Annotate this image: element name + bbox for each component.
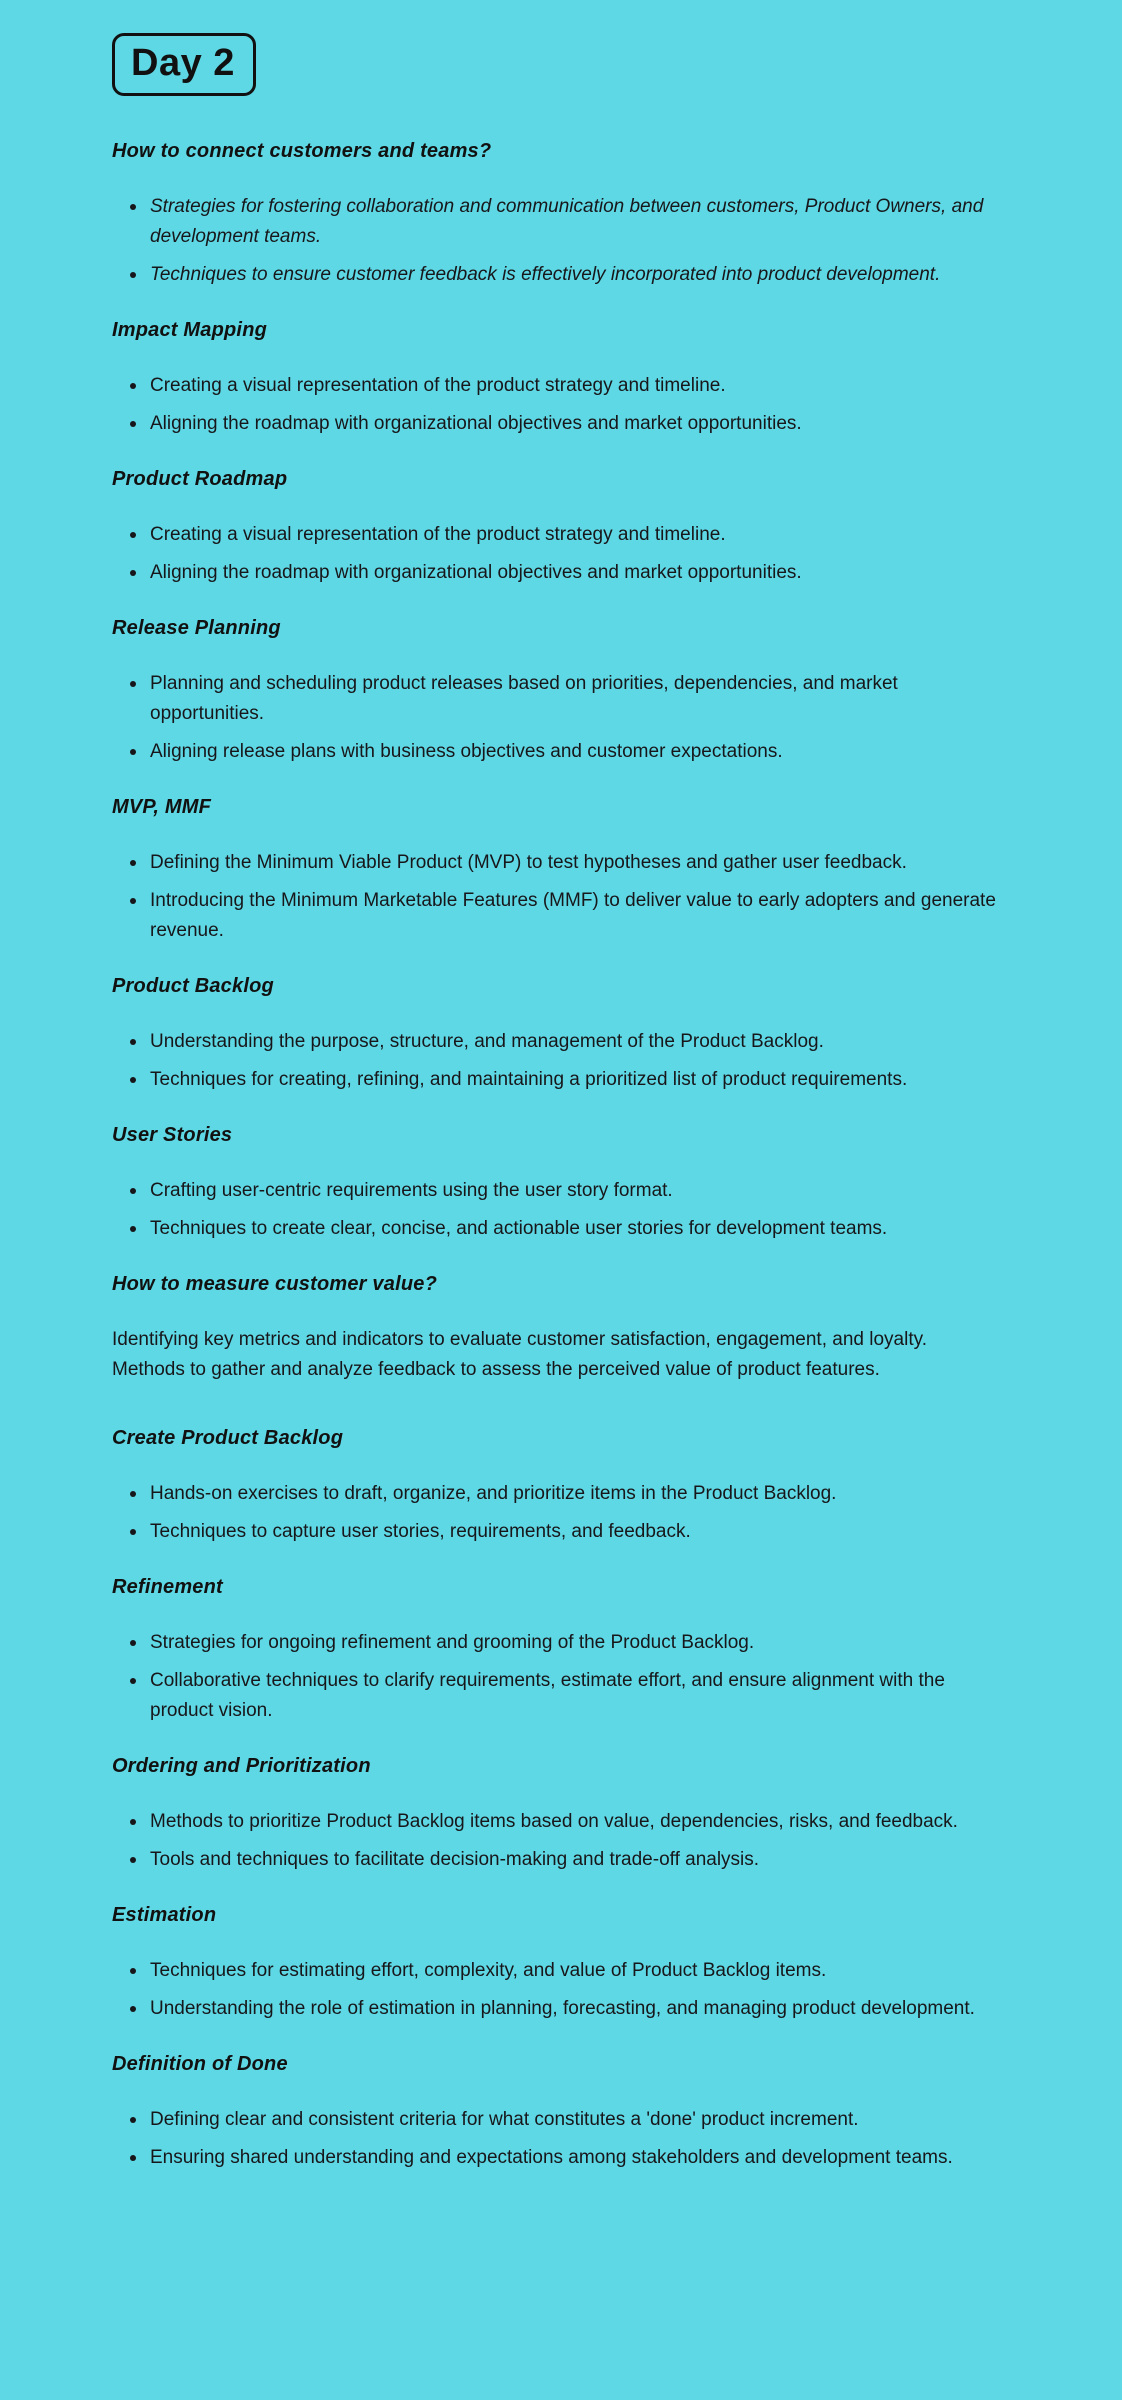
paragraph: Identifying key metrics and indicators to evaluate customer satisfaction, engagement, and loyalty. xyxy=(112,1329,927,1350)
section-connect-customers-and-teams xyxy=(112,138,1042,290)
bullet-item: Creating a visual representation of the product strategy and timeline. xyxy=(130,371,1010,401)
bullet-list xyxy=(112,1027,1010,1095)
bullet-list xyxy=(112,669,1010,767)
section-heading: Product Backlog xyxy=(112,975,274,997)
bullet-item: Aligning the roadmap with organizational objectives and market opportunities. xyxy=(130,558,1010,588)
bullet-list xyxy=(112,1956,1010,2024)
bullet-item: Strategies for fostering collaboration and communication between customers, Product Owners, and development teams. xyxy=(130,192,1010,252)
bullet-item: Strategies for ongoing refinement and grooming of the Product Backlog. xyxy=(130,1628,1010,1658)
bullet-item: Crafting user-centric requirements using the user story format. xyxy=(130,1176,1010,1206)
bullet-list xyxy=(112,520,1010,588)
bullet-item: Aligning release plans with business objectives and customer expectations. xyxy=(130,737,1010,767)
bullet-item: Understanding the purpose, structure, and management of the Product Backlog. xyxy=(130,1027,1010,1057)
bullet-item: Methods to prioritize Product Backlog items based on value, dependencies, risks, and feedback. xyxy=(130,1807,1010,1837)
bullet-list xyxy=(112,1628,1010,1726)
bullet-item: Techniques to ensure customer feedback is effectively incorporated into product development. xyxy=(130,260,1010,290)
bullet-item: Defining clear and consistent criteria for what constitutes a 'done' product increment. xyxy=(130,2105,1010,2135)
bullet-item: Ensuring shared understanding and expectations among stakeholders and development teams. xyxy=(130,2143,1010,2173)
section-mvp-mmf xyxy=(112,794,1042,946)
section-ordering-and-prioritization xyxy=(112,1753,1042,1875)
bullet-list xyxy=(112,1807,1010,1875)
bullet-item: Aligning the roadmap with organizational objectives and market opportunities. xyxy=(130,409,1010,439)
section-measure-customer-value xyxy=(112,1271,1042,1385)
section-user-stories xyxy=(112,1122,1042,1244)
bullet-list xyxy=(112,2105,1010,2173)
bullet-item: Hands-on exercises to draft, organize, and prioritize items in the Product Backlog. xyxy=(130,1479,1010,1509)
section-heading: Create Product Backlog xyxy=(112,1427,344,1449)
section-heading: Impact Mapping xyxy=(112,319,268,341)
paragraph-block xyxy=(112,1325,1022,1385)
bullet-item: Collaborative techniques to clarify requirements, estimate effort, and ensure alignment with the product vision. xyxy=(130,1666,1010,1726)
paragraph: Methods to gather and analyze feedback to assess the perceived value of product features. xyxy=(112,1359,880,1380)
section-refinement xyxy=(112,1574,1042,1726)
day-title-badge xyxy=(112,33,256,96)
bullet-item: Techniques to capture user stories, requirements, and feedback. xyxy=(130,1517,1010,1547)
section-product-roadmap xyxy=(112,466,1042,588)
section-definition-of-done xyxy=(112,2051,1042,2173)
section-heading: How to measure customer value? xyxy=(112,1273,437,1295)
section-heading: Product Roadmap xyxy=(112,468,288,490)
bullet-item: Tools and techniques to facilitate decision-making and trade-off analysis. xyxy=(130,1845,1010,1875)
bullet-item: Defining the Minimum Viable Product (MVP) to test hypotheses and gather user feedback. xyxy=(130,848,1010,878)
section-create-product-backlog xyxy=(112,1425,1042,1547)
section-heading: User Stories xyxy=(112,1124,233,1146)
bullet-list xyxy=(112,192,1010,290)
bullet-item: Techniques for creating, refining, and maintaining a prioritized list of product requirements. xyxy=(130,1065,1010,1095)
bullet-item: Introducing the Minimum Marketable Features (MMF) to deliver value to early adopters and generate revenue. xyxy=(130,886,1010,946)
bullet-item: Techniques to create clear, concise, and actionable user stories for development teams. xyxy=(130,1214,1010,1244)
section-heading: Release Planning xyxy=(112,617,281,639)
section-release-planning xyxy=(112,615,1042,767)
section-heading: How to connect customers and teams? xyxy=(112,140,492,162)
bullet-list xyxy=(112,1479,1010,1547)
bullet-item: Understanding the role of estimation in planning, forecasting, and managing product development. xyxy=(130,1994,1010,2024)
section-product-backlog xyxy=(112,973,1042,1095)
day-title: Day 2 xyxy=(131,42,235,84)
bullet-list xyxy=(112,1176,1010,1244)
bullet-list xyxy=(112,848,1010,946)
section-estimation xyxy=(112,1902,1042,2024)
section-heading: Ordering and Prioritization xyxy=(112,1755,371,1777)
section-heading: Estimation xyxy=(112,1904,217,1926)
section-heading: Refinement xyxy=(112,1576,223,1598)
bullet-item: Creating a visual representation of the product strategy and timeline. xyxy=(130,520,1010,550)
bullet-list xyxy=(112,371,1010,439)
bullet-item: Techniques for estimating effort, complexity, and value of Product Backlog items. xyxy=(130,1956,1010,1986)
section-impact-mapping xyxy=(112,317,1042,439)
section-heading: MVP, MMF xyxy=(112,796,212,818)
bullet-item: Planning and scheduling product releases based on priorities, dependencies, and market opportunities. xyxy=(130,669,1010,729)
section-heading: Definition of Done xyxy=(112,2053,288,2075)
